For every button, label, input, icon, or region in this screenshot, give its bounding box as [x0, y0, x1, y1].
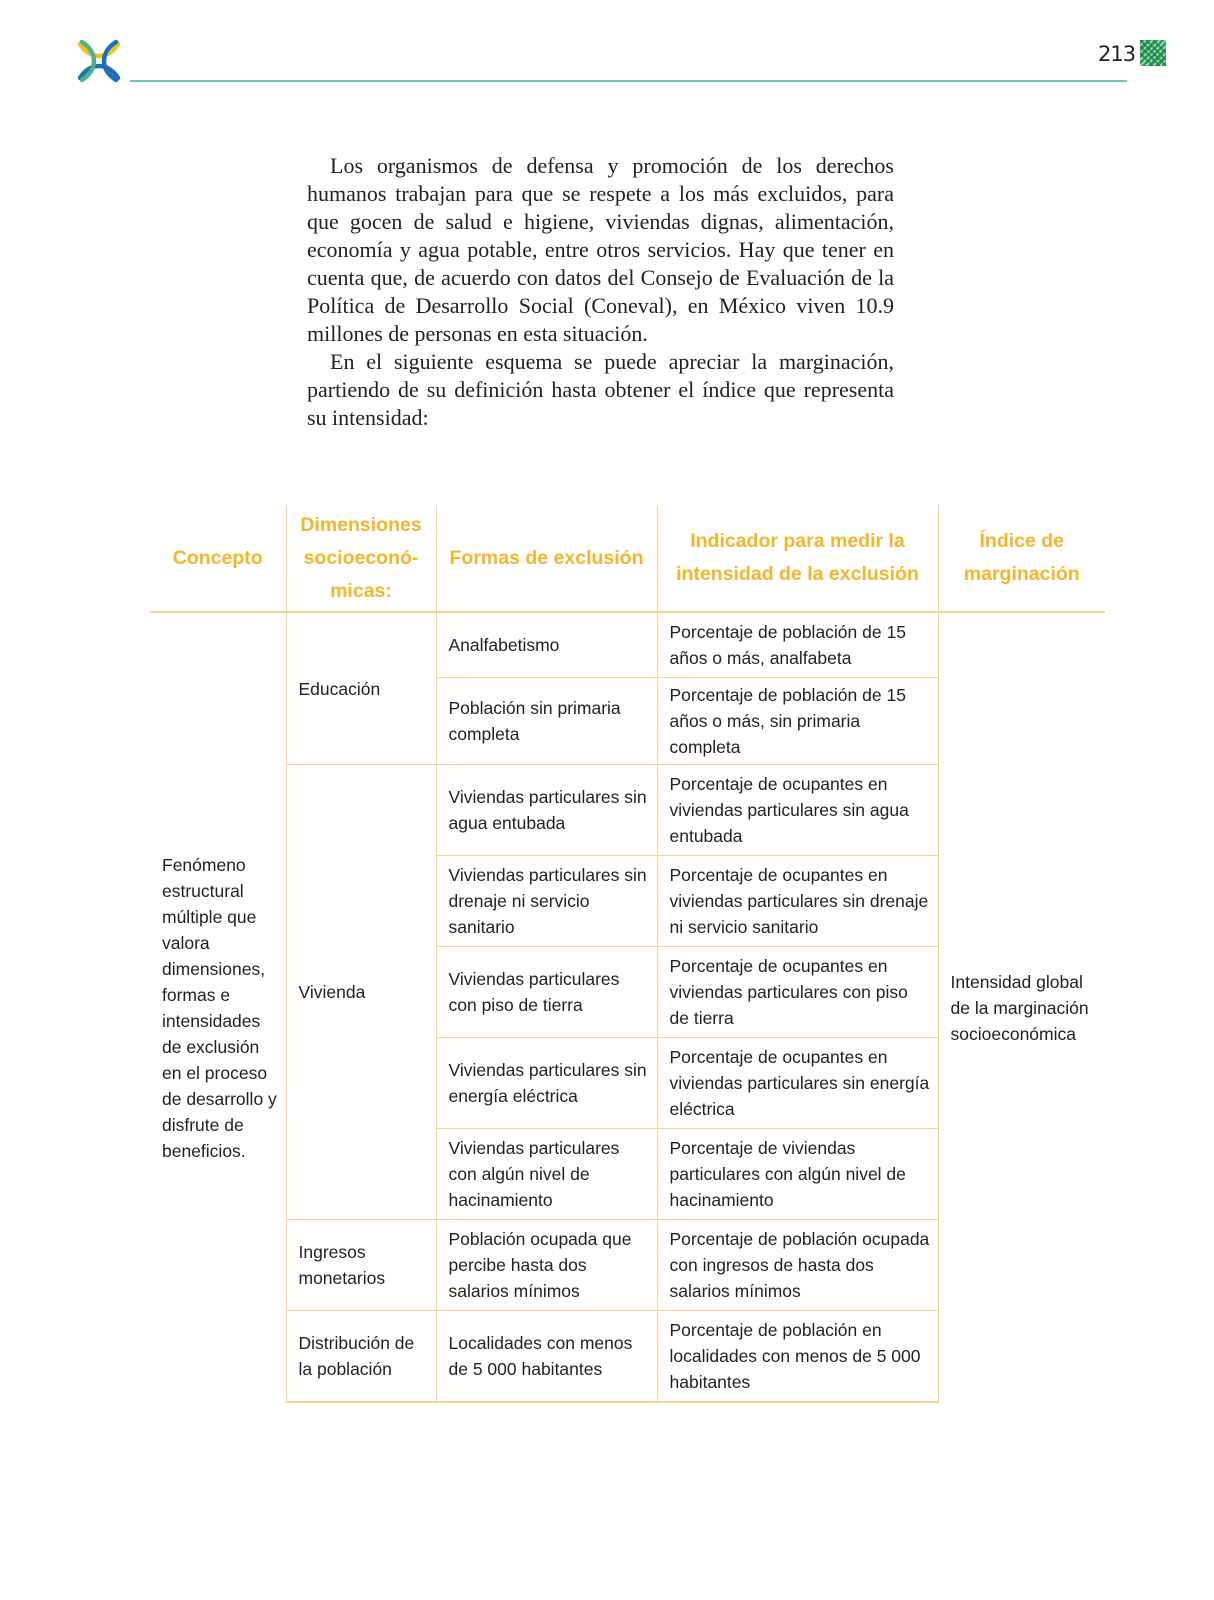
dimension-cell: Ingresos monetarios	[286, 1220, 436, 1311]
header-dimensiones: Dimensiones socioeconó-micas:	[286, 505, 436, 612]
paragraph: Los organismos de defensa y promoción de los derechos humanos trabajan para que se respete a los más excluidos, para que gocen de salud e higiene, viviendas dignas, alimentación, economía y agua potable, entre otros servicios. Hay que tener en cuenta que, de acuerdo con datos del Consejo de Evaluación de la Política de Desarrollo Social (Coneval), en México viven 10.9 millones de personas en esta situación.	[307, 153, 894, 346]
page-number: 213	[1098, 42, 1136, 66]
indicador-cell: Porcentaje de población de 15 años o más, sin primaria completa	[657, 678, 938, 765]
dimension-cell: Vivienda	[286, 765, 436, 1220]
forma-cell: Localidades con menos de 5 000 habitantes	[436, 1311, 657, 1403]
indicador-cell: Porcentaje de ocupantes en viviendas particulares sin energía eléctrica	[657, 1038, 938, 1129]
forma-cell: Viviendas particulares con piso de tierra	[436, 947, 657, 1038]
header-rule	[130, 80, 1127, 82]
interlocking-arcs-logo-icon	[76, 38, 122, 84]
paragraph: En el siguiente esquema se puede apreciar la marginación, partiendo de su definición hasta obtener el índice que representa su intensidad:	[307, 349, 894, 430]
indice-cell: Intensidad global de la marginación socioeconómica	[938, 612, 1105, 1402]
forma-cell: Viviendas particulares con algún nivel de hacinamiento	[436, 1129, 657, 1220]
header-indicador: Indicador para medir la intensidad de la exclusión	[657, 505, 938, 612]
green-pattern-square-icon	[1140, 40, 1166, 66]
forma-cell: Analfabetismo	[436, 612, 657, 678]
indicador-cell: Porcentaje de población en localidades con menos de 5 000 habitantes	[657, 1311, 938, 1403]
forma-cell: Viviendas particulares sin drenaje ni servicio sanitario	[436, 856, 657, 947]
table-row	[150, 612, 1105, 678]
indicador-cell: Porcentaje de viviendas particulares con algún nivel de hacinamiento	[657, 1129, 938, 1220]
concepto-cell: Fenómeno estructural múltiple que valora dimensiones, formas e intensidades de exclusión en el proceso de desarrollo y disfrute de beneficios.	[150, 612, 286, 1402]
forma-cell: Viviendas particulares sin energía eléctrica	[436, 1038, 657, 1129]
header-indice: Índice de marginación	[938, 505, 1105, 612]
header-formas: Formas de exclusión	[436, 505, 657, 612]
dimension-cell: Distribución de la población	[286, 1311, 436, 1403]
indicador-cell: Porcentaje de población de 15 años o más, analfabeta	[657, 612, 938, 678]
dimension-cell: Educación	[286, 612, 436, 765]
indicador-cell: Porcentaje de ocupantes en viviendas particulares con piso de tierra	[657, 947, 938, 1038]
forma-cell: Población sin primaria completa	[436, 678, 657, 765]
intro-text	[307, 152, 894, 432]
forma-cell: Viviendas particulares sin agua entubada	[436, 765, 657, 856]
marginacion-table	[150, 505, 1105, 1403]
header-concepto: Concepto	[150, 505, 286, 612]
table-header-row	[150, 505, 1105, 612]
indicador-cell: Porcentaje de ocupantes en viviendas particulares sin agua entubada	[657, 765, 938, 856]
indicador-cell: Porcentaje de ocupantes en viviendas particulares sin drenaje ni servicio sanitario	[657, 856, 938, 947]
indicador-cell: Porcentaje de población ocupada con ingresos de hasta dos salarios mínimos	[657, 1220, 938, 1311]
forma-cell: Población ocupada que percibe hasta dos salarios mínimos	[436, 1220, 657, 1311]
